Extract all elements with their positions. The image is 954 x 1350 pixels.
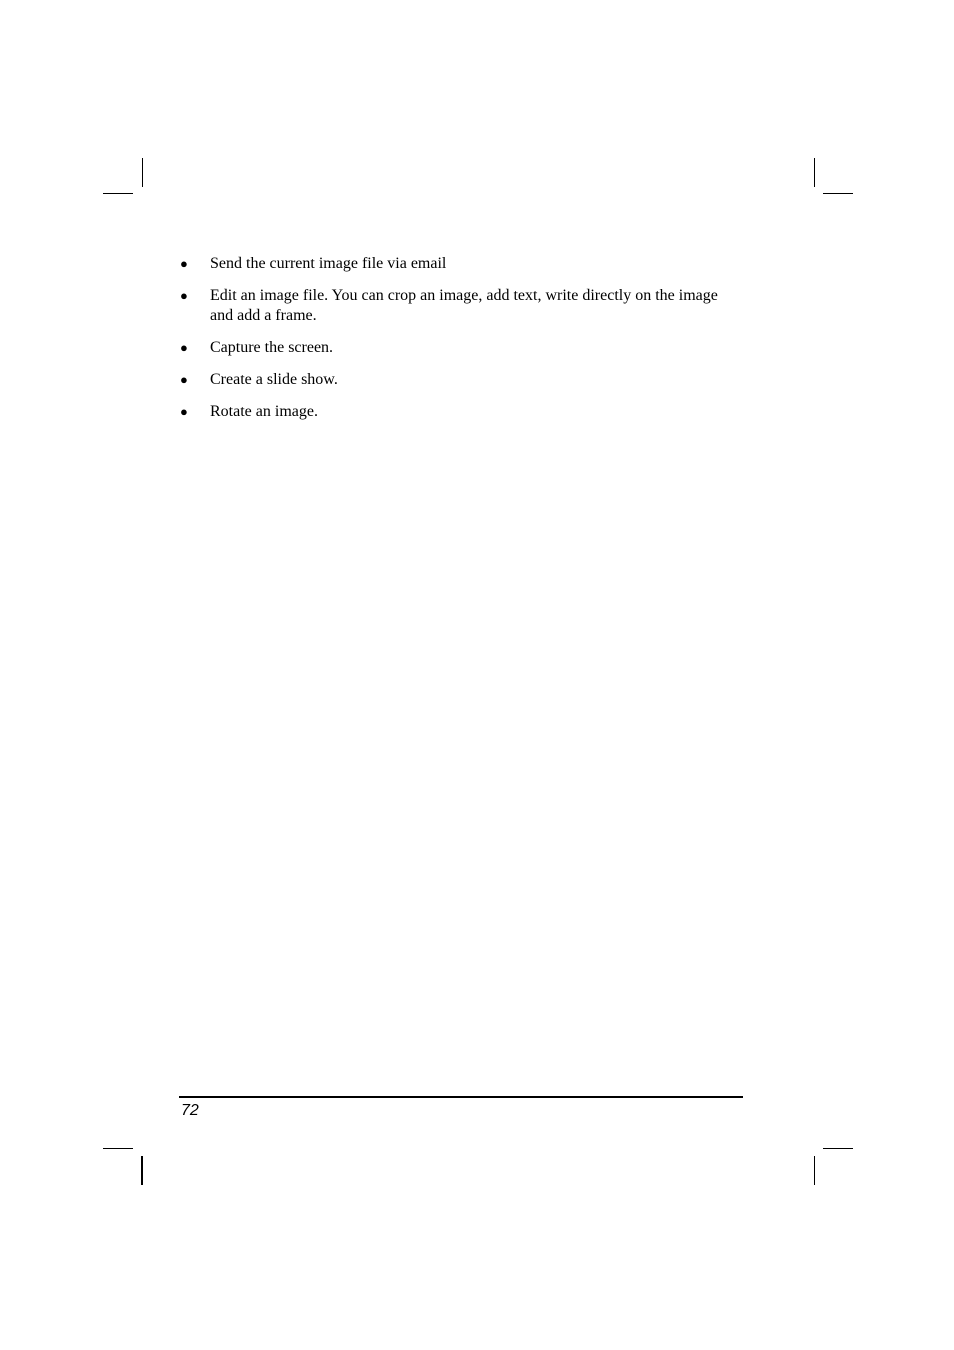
bullet-icon: ● xyxy=(180,256,188,271)
list-item-text: Create a slide show. xyxy=(210,371,338,388)
crop-mark-bottom-right-vertical xyxy=(814,1156,815,1185)
list-item-text: Send the current image file via email xyxy=(210,255,447,272)
list-item xyxy=(180,286,740,326)
crop-mark-top-right-horizontal xyxy=(823,193,853,194)
bullet-icon: ● xyxy=(180,288,188,303)
list-item-text: Edit an image file. You can crop an image, add text, write directly on the image and add a frame. xyxy=(210,287,718,324)
crop-mark-top-left-horizontal xyxy=(103,193,133,194)
list-item xyxy=(180,254,740,274)
crop-mark-bottom-left-vertical xyxy=(141,1156,143,1185)
bullet-icon: ● xyxy=(180,340,188,355)
list-item xyxy=(180,402,740,422)
footer-divider xyxy=(179,1096,743,1098)
list-item xyxy=(180,370,740,390)
list-item-text: Rotate an image. xyxy=(210,403,318,420)
crop-mark-bottom-right-horizontal xyxy=(823,1148,853,1149)
crop-mark-top-right-vertical xyxy=(814,158,815,187)
crop-mark-bottom-left-horizontal xyxy=(103,1148,133,1149)
page-number: 72 xyxy=(181,1102,199,1119)
bullet-icon: ● xyxy=(180,404,188,419)
feature-bullet-list xyxy=(180,254,740,434)
crop-mark-top-left-vertical xyxy=(142,158,143,187)
list-item-text: Capture the screen. xyxy=(210,339,334,356)
bullet-icon: ● xyxy=(180,372,188,387)
list-item xyxy=(180,338,740,358)
